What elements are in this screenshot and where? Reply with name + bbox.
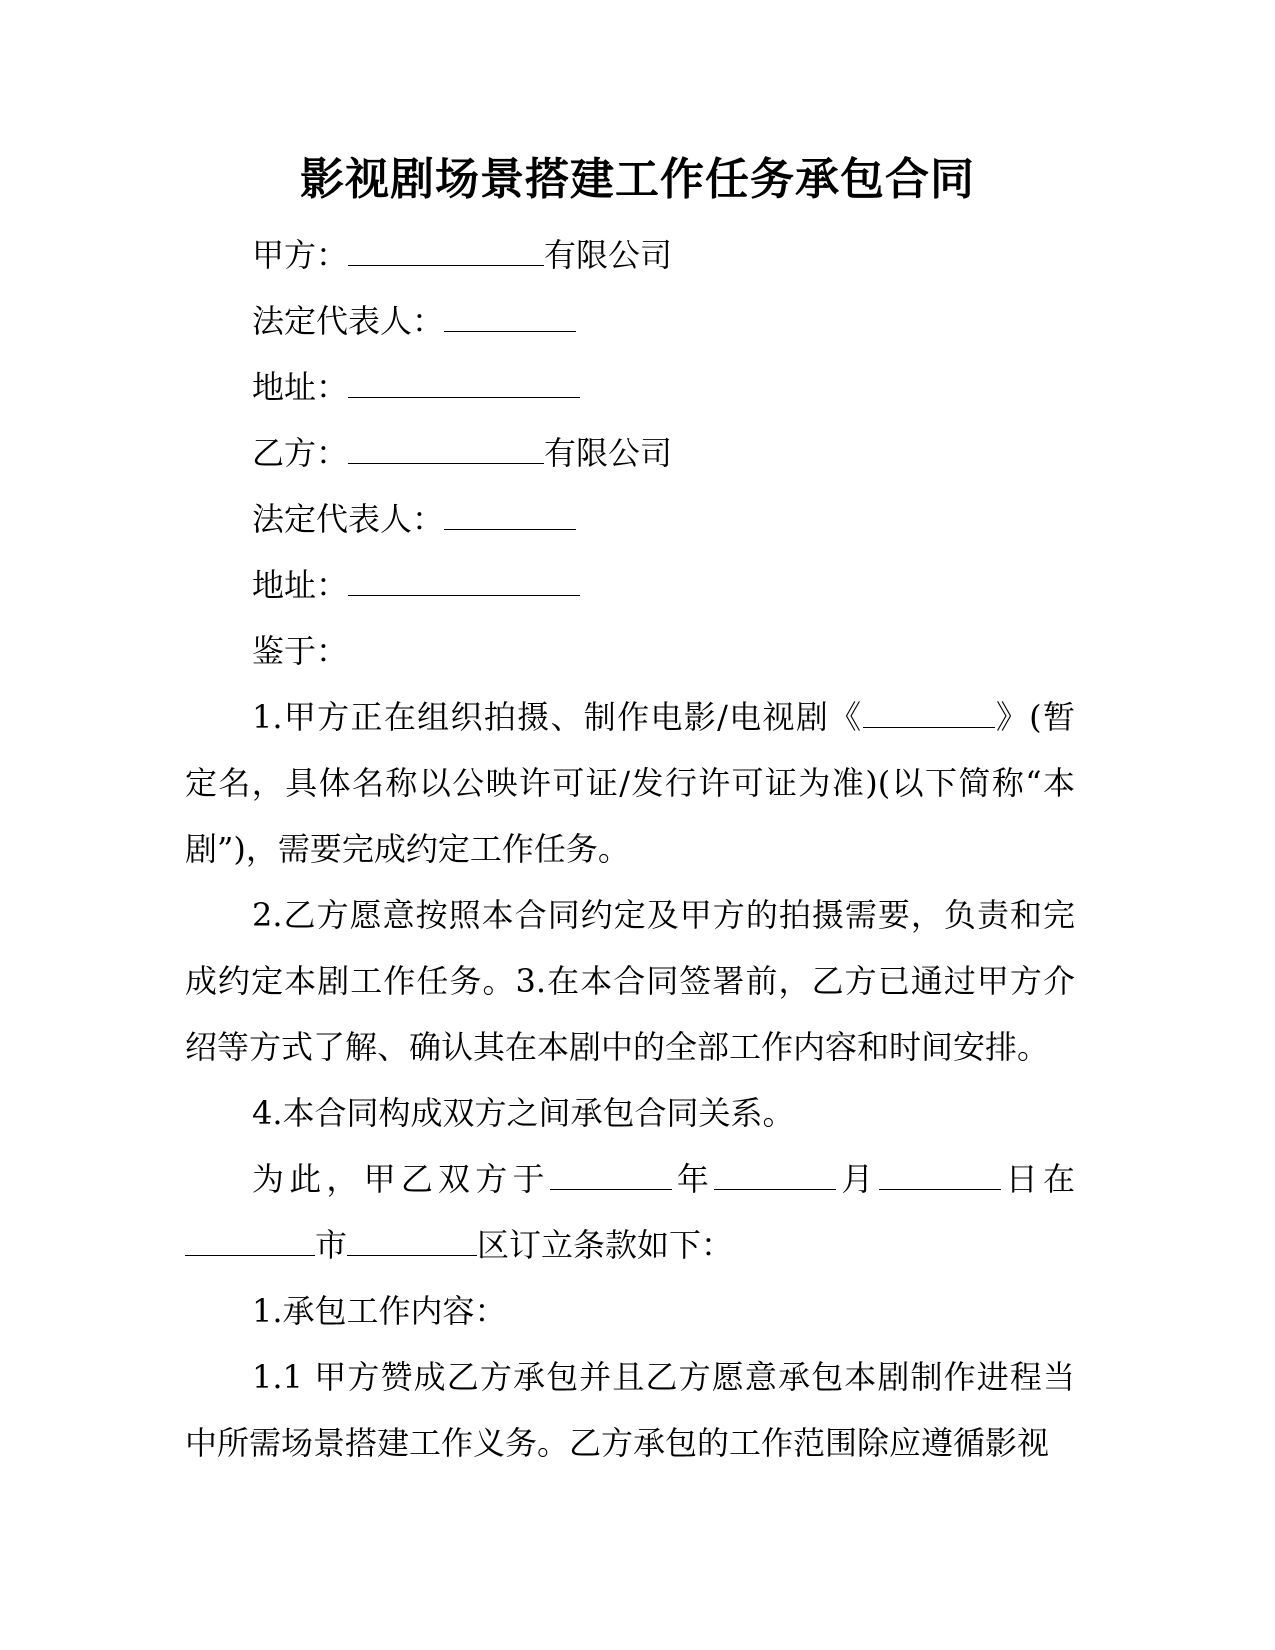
party-a-rep-label: 法定代表人： — [252, 302, 445, 340]
party-a-rep-line — [185, 288, 1075, 354]
party-b-rep-label: 法定代表人： — [252, 500, 445, 538]
party-b-label: 乙方： — [252, 434, 349, 472]
party-b-address-label: 地址： — [252, 566, 349, 604]
drama-title-blank — [863, 701, 995, 728]
day-label: 日在 — [1000, 1160, 1075, 1198]
party-a-suffix: 有限公司 — [544, 236, 673, 274]
page-title: 影视剧场景搭建工作任务承包合同 — [300, 154, 975, 205]
clause-1-1: 1.1 甲方赞成乙方承包并且乙方愿意承包本剧制作进程当中所需场景搭建工作义务。乙方承包的工作范围除应遵循影视 — [185, 1358, 1075, 1462]
recital-1-after: 》(暂定名，具体名称以公映许可证/发行许可证为准)(以下简称“本剧”)，需要完成约定工作任务。 — [185, 698, 1075, 868]
party-b-name-blank — [348, 437, 544, 464]
party-b-suffix: 有限公司 — [544, 434, 673, 472]
month-label: 月 — [836, 1160, 879, 1198]
year-label: 年 — [671, 1160, 715, 1198]
city-blank — [185, 1229, 315, 1256]
party-a-line — [185, 222, 1075, 288]
district-blank — [347, 1229, 477, 1256]
recital-4: 4.本合同构成双方之间承包合同关系。 — [252, 1094, 795, 1132]
party-a-address-line — [185, 354, 1075, 420]
party-b-address-line — [185, 552, 1075, 618]
district-label: 区订立条款如下： — [477, 1226, 734, 1264]
day-blank — [879, 1163, 1001, 1190]
party-b-rep-blank — [444, 503, 576, 530]
agreement-date-place — [185, 1146, 1075, 1278]
party-a-rep-blank — [444, 305, 576, 332]
party-a-address-label: 地址： — [252, 368, 349, 406]
recital-1-before: 1.甲方正在组织拍摄、制作电影/电视剧《 — [252, 698, 863, 736]
party-b-address-blank — [348, 569, 580, 596]
section-1-heading: 1.承包工作内容： — [252, 1292, 507, 1330]
party-b-rep-line — [185, 486, 1075, 552]
agreement-prefix: 为此，甲乙双方于 — [252, 1160, 550, 1198]
month-blank — [714, 1163, 836, 1190]
party-a-label: 甲方： — [252, 236, 349, 274]
year-blank — [550, 1163, 672, 1190]
recital-1 — [185, 684, 1075, 882]
party-a-name-blank — [348, 239, 544, 266]
city-label: 市 — [315, 1226, 348, 1264]
contract-body — [185, 222, 1075, 1476]
whereas-heading: 鉴于： — [252, 632, 349, 670]
recital-2: 2.乙方愿意按照本合同约定及甲方的拍摄需要，负责和完成约定本剧工作任务。3.在本合同签署前，乙方已通过甲方介绍等方式了解、确认其在本剧中的全部工作内容和时间安排。 — [185, 896, 1075, 1066]
party-b-line — [185, 420, 1075, 486]
party-a-address-blank — [348, 371, 580, 398]
